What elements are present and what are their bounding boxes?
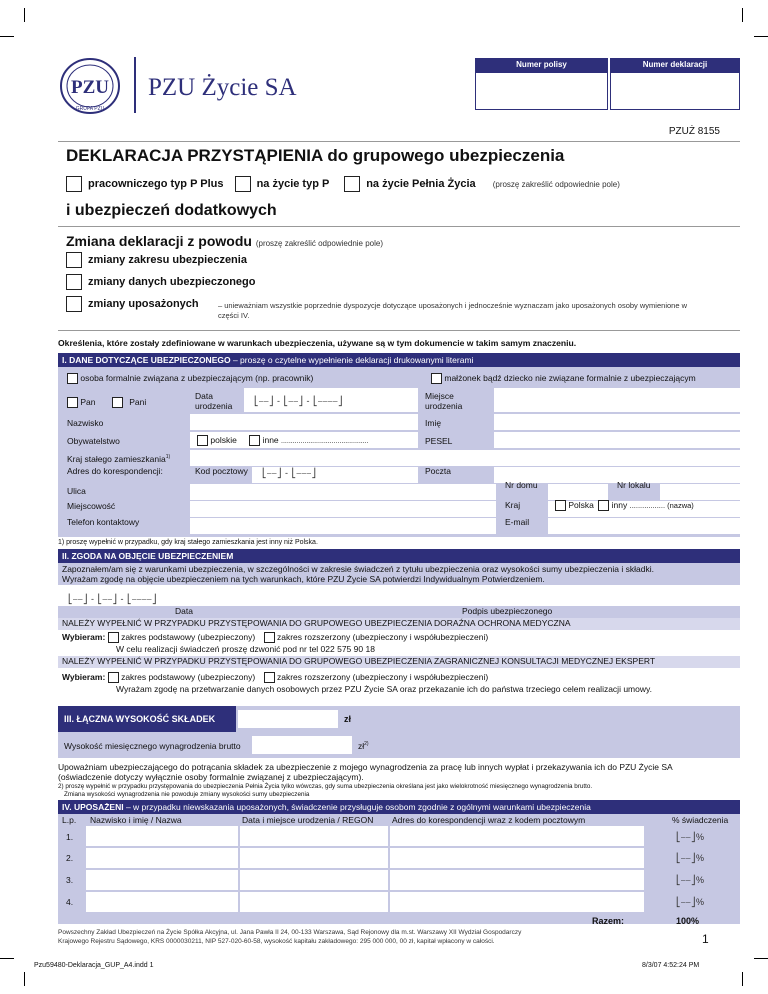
change-beneficiaries-note: – unieważniam wszystkie poprzednie dyspozycje dotyczące uposażonych i jednocześnie wyznaczam jako uposażonych osoby wymienione w części IV. <box>218 301 687 320</box>
pan-label: Pan <box>80 397 96 407</box>
row-4-name[interactable] <box>86 892 238 912</box>
section-1-header <box>58 353 740 367</box>
col-lp: L.p. <box>62 815 77 825</box>
care-choice-row <box>62 632 488 643</box>
option-pelnia-zycia-label: na życie Pełnia Życia <box>366 177 476 190</box>
salary-field[interactable] <box>252 736 352 754</box>
row-2-pct-sign: % <box>696 853 705 863</box>
crop-mark <box>742 8 743 22</box>
col-address: Adres do korespondencji wraz z kodem pocztowym <box>392 815 586 825</box>
birthplace-field[interactable] <box>494 388 740 412</box>
type-options <box>66 176 620 192</box>
street-field[interactable] <box>190 484 496 500</box>
expert-basic-label: zakres podstawowy (ubezpieczony) <box>121 672 256 682</box>
poland-label: Polska <box>568 500 594 510</box>
company-info-2: Krajowego Rejestru Sądowego, KRS 0000030211, NIP 527-020-60-58, wysokość kapitału zakładowego: 295 000 000, 00 zł, kapitał wpłacony w całości. <box>58 938 495 945</box>
section-3-footnote-2: Zmiana wysokości wynagrodzenia nie powoduje zmiany wysokości sumy ubezpieczenia <box>64 791 310 798</box>
row-2-birth[interactable] <box>240 848 388 868</box>
row-1-pct-mask: ⎣⎯⎯⎦ <box>676 832 697 842</box>
change-option-scope <box>66 252 247 268</box>
email-label: E-mail <box>505 517 530 527</box>
crop-mark <box>24 972 25 986</box>
post-office-label: Poczta <box>425 466 451 476</box>
row-4-lp: 4. <box>66 897 74 907</box>
section-2-text-2: Wyrażam zgodę na objęcie ubezpieczeniem na tych warunkach, które PZU Życie SA potwierdzi Indywidualnym Potwierdzeniem. <box>62 574 545 584</box>
change-option-data <box>66 274 255 290</box>
other-country-tail: ................. (nazwa) <box>629 501 694 510</box>
crop-mark <box>754 36 768 37</box>
section-4-header <box>58 800 740 814</box>
change-title-text: Zmiana deklaracji z powodu <box>66 233 252 249</box>
crop-mark <box>24 8 25 22</box>
checkbox-poland[interactable] <box>555 500 566 511</box>
row-1-address[interactable] <box>390 826 644 846</box>
checkbox-pelnia-zycia[interactable] <box>344 176 360 192</box>
care-extended-label: zakres rozszerzony (ubezpieczony i współubezpieczeni) <box>277 632 489 642</box>
crop-mark <box>0 958 14 959</box>
expert-choose-label: Wybieram: <box>62 672 106 682</box>
crop-mark <box>742 972 743 986</box>
checkbox-change-beneficiaries[interactable] <box>66 296 82 312</box>
row-3-percent <box>676 875 705 886</box>
polish-label: polskie <box>210 435 237 445</box>
spouse-option <box>426 370 701 387</box>
print-date: 8/3/07 4:52:24 PM <box>642 962 700 969</box>
city-label: Miejscowość <box>67 501 116 511</box>
premium-currency: zł <box>344 714 352 724</box>
row-3-lp: 3. <box>66 875 74 885</box>
declaration-number-field[interactable] <box>610 72 740 110</box>
dob-label: Data urodzenia <box>195 391 233 411</box>
row-2-pct-mask: ⎣⎯⎯⎦ <box>676 853 697 863</box>
citizenship-options <box>192 432 374 449</box>
residence-field[interactable] <box>190 450 740 466</box>
definitions-note: Określenia, które zostały zdefiniowane w warunkach ubezpieczenia, używane są w tym dokumencie w takim samym znaczeniu. <box>58 338 577 348</box>
care-basic-label: zakres podstawowy (ubezpieczony) <box>121 632 256 642</box>
other-country-label: inny <box>611 500 628 510</box>
row-4-address[interactable] <box>390 892 644 912</box>
checkbox-pan[interactable] <box>67 397 78 408</box>
subtitle: i ubezpieczeń dodatkowych <box>66 202 277 219</box>
row-1-lp: 1. <box>66 832 74 842</box>
checkbox-polish[interactable] <box>197 435 208 446</box>
firstname-field[interactable] <box>494 414 740 430</box>
total-value: 100% <box>676 916 700 926</box>
person-option-label: osoba formalnie związana z ubezpieczającym (np. pracownik) <box>80 373 314 383</box>
declaration-number-label: Numer deklaracji <box>610 58 740 72</box>
row-2-percent <box>676 853 705 864</box>
row-3-pct-mask: ⎣⎯⎯⎦ <box>676 875 697 885</box>
checkbox-pani[interactable] <box>112 397 123 408</box>
expert-header: NALEŻY WYPEŁNIĆ W PRZYPADKU PRZYSTĘPOWANIA DO GRUPOWEGO UBEZPIECZENIA ZAGRANICZNEJ KONSULTACJI MEDYCZNEJ EKSPERT <box>62 656 656 666</box>
row-1-birth[interactable] <box>240 826 388 846</box>
brand-name: PZU Życie SA <box>148 74 297 101</box>
row-3-birth[interactable] <box>240 870 388 890</box>
change-data-label: zmiany danych ubezpieczonego <box>88 275 256 288</box>
crop-mark <box>754 958 768 959</box>
section-4-title: IV. UPOSAŻENI <box>62 802 124 812</box>
birthplace-label: Miejsce urodzenia <box>425 391 463 411</box>
crop-mark <box>0 36 14 37</box>
care-choose-label: Wybieram: <box>62 632 106 642</box>
section-3-header: III. ŁĄCZNA WYSOKOŚĆ SKŁADEK <box>58 706 236 732</box>
city-field[interactable] <box>190 501 496 517</box>
row-2-name[interactable] <box>86 848 238 868</box>
col-name: Nazwisko i imię / Nazwa <box>90 815 182 825</box>
other-citizenship-label: inne <box>262 435 279 445</box>
row-1-percent <box>676 832 705 843</box>
surname-label: Nazwisko <box>67 418 104 428</box>
country-options <box>550 497 699 514</box>
spouse-option-label: małżonek bądź dziecko nie związane formalnie z ubezpieczającym <box>444 373 696 383</box>
checkbox-spouse-child[interactable] <box>431 373 442 384</box>
row-4-percent <box>676 897 705 908</box>
postcode-label: Kod pocztowy <box>195 466 248 476</box>
dob-mask: ⎣⎯⎯⎦ - ⎣⎯⎯⎦ - ⎣⎯⎯⎯⎯⎦ <box>254 396 343 406</box>
date-signature-labels-bg <box>58 606 740 618</box>
postcode-mask: ⎣⎯⎯⎦ - ⎣⎯⎯⎯⎦ <box>262 468 317 478</box>
salary-currency <box>358 741 369 751</box>
gender-options <box>62 394 151 411</box>
address-label: Adres do korespondencji: <box>67 466 163 476</box>
checkbox-expert-basic[interactable] <box>108 672 119 683</box>
person-option <box>62 370 318 387</box>
row-4-pct-mask: ⎣⎯⎯⎦ <box>676 897 697 907</box>
change-scope-label: zmiany zakresu ubezpieczenia <box>88 253 247 266</box>
other-citizenship-dots: ............................................. <box>281 438 369 445</box>
signature-label: Podpis ubezpieczonego <box>462 606 553 616</box>
phone-field[interactable] <box>190 518 496 534</box>
options-hint: (proszę zakreślić odpowiednie pole) <box>492 179 620 189</box>
col-birth: Data i miejsce urodzenia / REGON <box>242 815 374 825</box>
checkbox-p-plus[interactable] <box>66 176 82 192</box>
page-title: DEKLARACJA PRZYSTĄPIENIA do grupowego ubezpieczenia <box>66 146 565 165</box>
residence-sup: 1) <box>165 454 171 461</box>
policy-number-label: Numer polisy <box>475 58 608 72</box>
section-4-subtitle: – w przypadku niewskazania uposażonych, świadczenie przysługuje osobom zgodnie z ogólnymi warunkami ubezpieczenia <box>123 802 591 812</box>
row-3-pct-sign: % <box>696 875 705 885</box>
row-4-birth[interactable] <box>240 892 388 912</box>
svg-text:PZU: PZU <box>71 77 109 98</box>
firstname-label: Imię <box>425 418 442 428</box>
checkbox-care-basic[interactable] <box>108 632 119 643</box>
house-number-label: Nr domu <box>505 480 538 490</box>
row-4-pct-sign: % <box>696 897 705 907</box>
svg-text:GRUPA PZU: GRUPA PZU <box>75 106 105 112</box>
form-code: PZUŻ 8155 <box>668 126 720 137</box>
premium-total-field[interactable] <box>238 710 338 728</box>
section-2-text-1: Zapoznałem/am się z warunkami ubezpieczenia, w szczególności w zakresie świadczeń z tytułu ubezpieczenia oraz wysokości sumy ubezpieczenia i składki. <box>62 564 654 574</box>
consent-date-mask: ⎣⎯⎯⎦ - ⎣⎯⎯⎦ - ⎣⎯⎯⎯⎯⎦ <box>68 594 157 604</box>
pani-label: Pani <box>129 397 147 407</box>
brand-divider <box>134 57 136 113</box>
signature-field[interactable] <box>310 586 740 606</box>
pesel-label: PESEL <box>425 436 453 446</box>
country-label: Kraj <box>505 500 521 510</box>
total-label: Razem: <box>592 916 625 926</box>
title-divider <box>58 226 740 227</box>
row-2-address[interactable] <box>390 848 644 868</box>
authorization-1: Upoważniam ubezpieczającego do potrącania składek za ubezpieczenie z mojego wynagrodzenia za pracę lub innych wypłat i przekazywania ich do PZU Życie SA <box>58 762 673 772</box>
checkbox-care-extended[interactable] <box>264 632 275 643</box>
salary-sup: 2) <box>364 741 369 748</box>
file-name: Pzu59480-Deklaracja_GUP_A4.indd 1 <box>34 962 154 969</box>
salary-currency-text: zł <box>358 741 365 751</box>
pzu-logo <box>58 56 122 116</box>
phone-label: Telefon kontaktowy <box>67 517 140 527</box>
consent-date-label: Data <box>175 606 193 616</box>
salary-label: Wysokość miesięcznego wynagrodzenia brutto <box>64 741 241 751</box>
email-field[interactable] <box>548 518 740 534</box>
care-header: NALEŻY WYPEŁNIĆ W PRZYPADKU PRZYSTĘPOWANIA DO GRUPOWEGO UBEZPIECZENIA DORAŹNA OCHRONA MEDYCZNA <box>62 618 571 628</box>
residence-text: Kraj stałego zamieszkania <box>67 454 166 464</box>
option-typ-p-label: na życie typ P <box>256 177 330 190</box>
checkbox-other-citizenship[interactable] <box>249 435 260 446</box>
checkbox-expert-extended[interactable] <box>264 672 275 683</box>
street-label: Ulica <box>67 486 86 496</box>
change-beneficiaries-label: zmiany uposażonych <box>88 297 199 310</box>
section-3-footnote-1: 2) proszę wypełnić w przypadku przystępowania do ubezpieczenia Pełnia Życia tylko wówczas, gdy suma ubezpieczenia określana jest jako wielokrotność miesięcznego wynagrodzenia brutto. <box>58 783 593 790</box>
authorization-2: (oświadczenie dotyczy wyłącznie osoby formalnie związanej z ubezpieczającym). <box>58 772 364 782</box>
change-title <box>66 233 383 249</box>
care-phone: W celu realizacji świadczeń proszę dzwonić pod nr tel 022 575 90 18 <box>116 644 375 654</box>
pesel-field[interactable] <box>494 432 740 448</box>
expert-choice-row <box>62 672 488 683</box>
row-1-pct-sign: % <box>696 832 705 842</box>
flat-number-label: Nr lokalu <box>617 480 651 490</box>
page-number: 1 <box>702 932 709 946</box>
expert-extended-label: zakres rozszerzony (ubezpieczony i współubezpieczeni) <box>277 672 489 682</box>
section-1-footnote: 1) proszę wypełnić w przypadku, gdy kraj stałego zamieszkania jest inny niż Polska. <box>58 539 318 546</box>
data-consent: Wyrażam zgodę na przetwarzanie danych osobowych przez PZU Życie SA oraz przekazanie ich do państwa trzeciego celem realizacji umowy. <box>116 684 652 694</box>
citizenship-label: Obywatelstwo <box>67 436 120 446</box>
change-option-beneficiaries <box>66 296 199 312</box>
company-info-1: Powszechny Zakład Ubezpieczeń na Życie Spółka Akcyjna, ul. Jana Pawła II 24, 00-133 Warszawa, Sąd Rejonowy dla m.st. Warszawy XII Wydział Gospodarczy <box>58 929 522 936</box>
section-1-subtitle: – proszę o czytelne wypełnienie deklaracji drukowanymi literami <box>230 355 474 365</box>
checkbox-change-scope[interactable] <box>66 252 82 268</box>
checkbox-change-data[interactable] <box>66 274 82 290</box>
checkbox-other-country[interactable] <box>598 500 609 511</box>
checkbox-typ-p[interactable] <box>235 176 251 192</box>
row-3-address[interactable] <box>390 870 644 890</box>
row-3-name[interactable] <box>86 870 238 890</box>
row-1-name[interactable] <box>86 826 238 846</box>
surname-field[interactable] <box>190 414 418 430</box>
col-percent: % świadczenia <box>672 815 729 825</box>
policy-number-field[interactable] <box>475 72 608 110</box>
row-2-lp: 2. <box>66 853 74 863</box>
section-2-header: II. ZGODA NA OBJĘCIE UBEZPIECZENIEM <box>58 549 740 563</box>
checkbox-person-formal[interactable] <box>67 373 78 384</box>
option-p-plus-label: pracowniczego typ P Plus <box>88 177 224 190</box>
section-1-title: I. DANE DOTYCZĄCE UBEZPIECZONEGO <box>62 355 231 365</box>
change-hint: (proszę zakreślić odpowiednie pole) <box>255 239 384 248</box>
